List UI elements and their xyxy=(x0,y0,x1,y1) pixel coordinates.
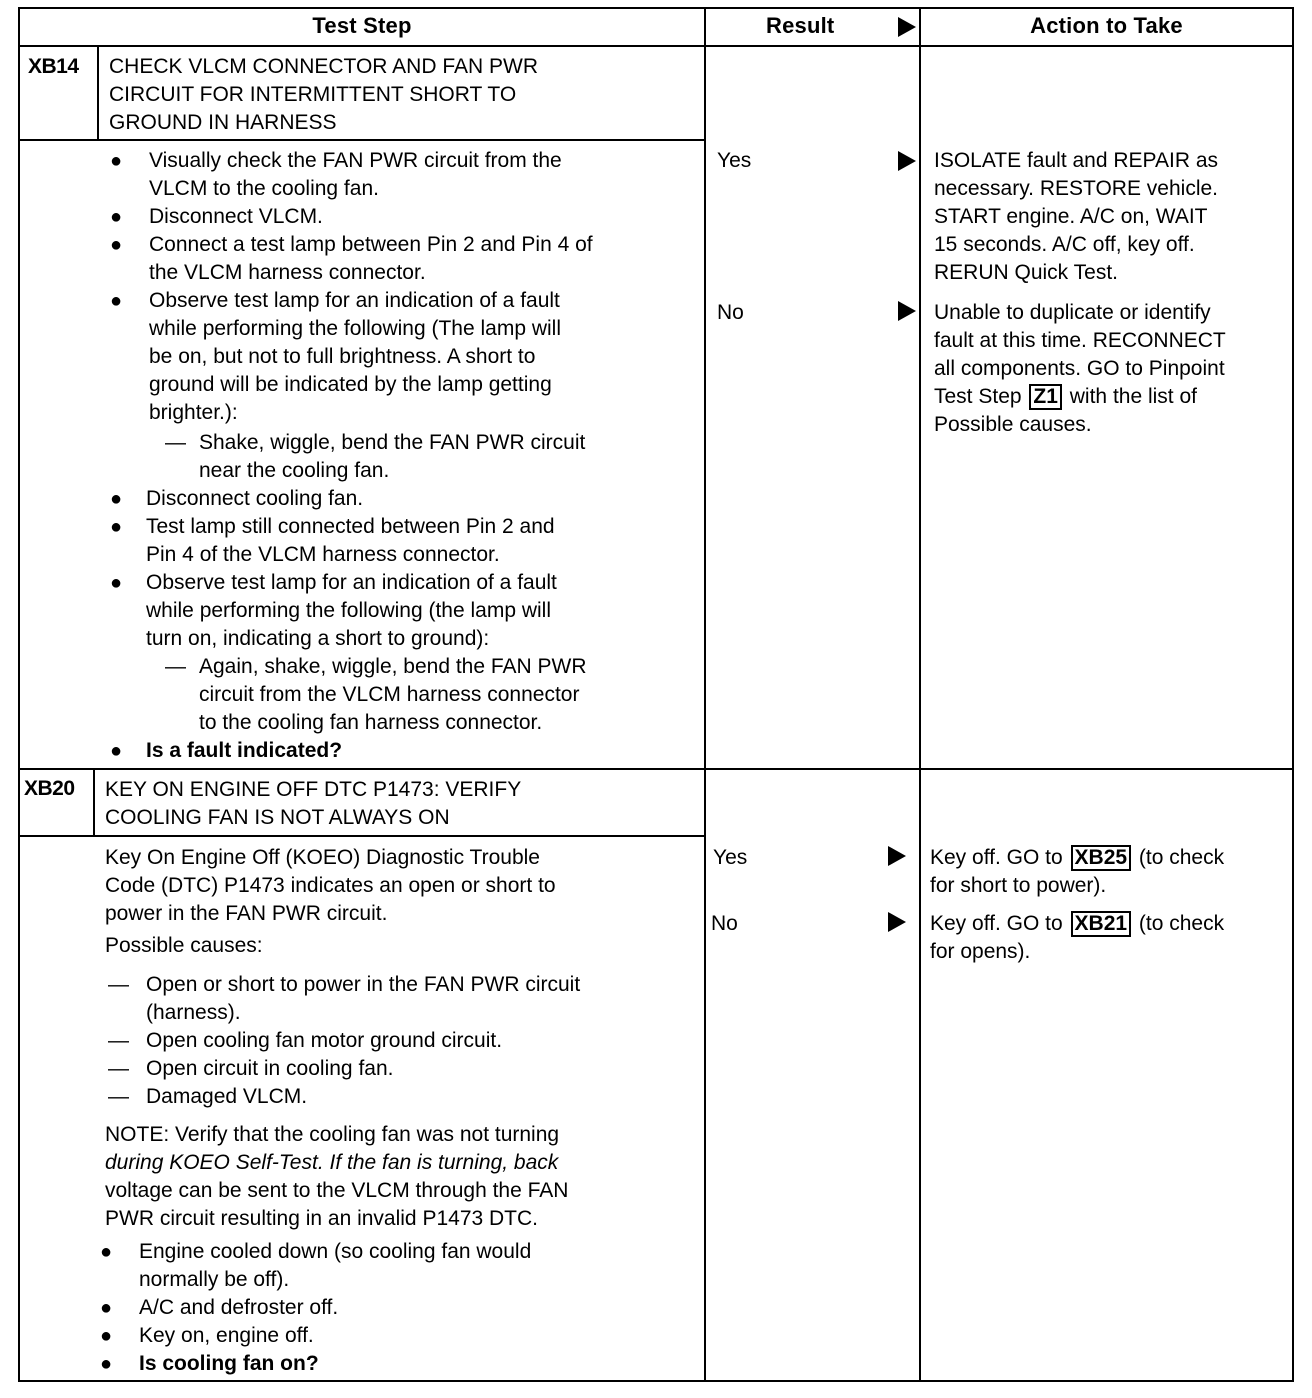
xb14-body-line: Shake, wiggle, bend the FAN PWR circuit xyxy=(199,431,586,454)
xb20-body-line: Possible causes: xyxy=(105,934,263,957)
xb20-action-yes-line xyxy=(930,844,1224,872)
bullet-icon: ● xyxy=(110,206,123,228)
xb20-action-no-text: Key off. GO to xyxy=(930,912,1063,935)
xb14-body-line: circuit from the VLCM harness connector xyxy=(199,683,580,706)
xb20-body-line: power in the FAN PWR circuit. xyxy=(105,902,388,925)
xb14-action-no-line: Possible causes. xyxy=(934,413,1092,436)
bullet-icon: ● xyxy=(110,290,123,312)
xb20-note-line: NOTE: Verify that the cooling fan was not turning xyxy=(105,1123,560,1146)
xb14-body-line: Observe test lamp for an indication of a fault xyxy=(149,289,560,312)
xb14-action-no-text: Test Step xyxy=(934,385,1022,408)
dash-icon: — xyxy=(108,1029,129,1052)
xb14-action-no-text: with the list of xyxy=(1069,385,1197,408)
xb14-body-line: near the cooling fan. xyxy=(199,459,390,482)
step-ref-z1[interactable]: Z1 xyxy=(1029,384,1062,410)
arrow-icon xyxy=(888,912,906,932)
col-divider-action xyxy=(919,9,921,1380)
xb20-body-line: A/C and defroster off. xyxy=(139,1296,339,1319)
arrow-icon xyxy=(898,151,916,171)
header-test-step: Test Step xyxy=(312,13,412,38)
step-ref-xb25[interactable]: XB25 xyxy=(1071,845,1132,871)
bullet-icon: ● xyxy=(100,1353,113,1375)
dash-icon: — xyxy=(165,431,186,454)
xb14-action-yes-line: START engine. A/C on, WAIT xyxy=(934,205,1208,228)
xb14-body-line: Observe test lamp for an indication of a fault xyxy=(146,571,557,594)
xb20-action-no-line: for opens). xyxy=(930,940,1031,963)
header-arrow-icon xyxy=(898,17,916,37)
xb20-step-id: XB20 xyxy=(24,777,75,800)
xb14-result-no: No xyxy=(717,301,744,324)
xb14-body-line: Disconnect cooling fan. xyxy=(146,487,364,510)
xb20-action-yes-line: for short to power). xyxy=(930,874,1107,897)
bullet-icon: ● xyxy=(110,488,123,510)
xb20-result-no: No xyxy=(711,912,738,935)
xb14-body-line: VLCM to the cooling fan. xyxy=(149,177,379,200)
xb20-body-line: Engine cooled down (so cooling fan would xyxy=(139,1240,532,1263)
dash-icon: — xyxy=(108,1057,129,1080)
xb14-body-line: while performing the following (the lamp will xyxy=(146,599,552,622)
bullet-icon: ● xyxy=(110,572,123,594)
xb14-body-line: brighter.): xyxy=(149,401,238,424)
xb14-action-yes-line: RERUN Quick Test. xyxy=(934,261,1118,284)
xb14-action-yes-line: ISOLATE fault and REPAIR as xyxy=(934,149,1219,172)
xb14-title-line-1: CHECK VLCM CONNECTOR AND FAN PWR xyxy=(109,55,538,78)
xb14-step-id: XB14 xyxy=(28,55,79,78)
xb20-body-line: Key on, engine off. xyxy=(139,1324,314,1347)
xb20-body-line: (harness). xyxy=(146,1001,241,1024)
xb14-question: Is a fault indicated? xyxy=(146,739,343,762)
xb14-action-yes-line: 15 seconds. A/C off, key off. xyxy=(934,233,1195,256)
bullet-icon: ● xyxy=(100,1241,113,1263)
xb14-action-no-line: fault at this time. RECONNECT xyxy=(934,329,1226,352)
header-rule xyxy=(20,45,1292,47)
header-result: Result xyxy=(766,13,835,38)
bullet-icon: ● xyxy=(110,740,123,762)
xb20-action-yes-text: (to check xyxy=(1138,846,1225,869)
xb20-action-yes-text: Key off. GO to xyxy=(930,846,1063,869)
xb14-body-line: while performing the following (The lamp will xyxy=(149,317,562,340)
xb14-action-no-line xyxy=(934,383,1197,411)
arrow-icon xyxy=(898,301,916,321)
diagnostic-table xyxy=(18,7,1294,1382)
bullet-icon: ● xyxy=(110,516,123,538)
xb20-action-no-text: (to check xyxy=(1138,912,1225,935)
xb14-body-line: the VLCM harness connector. xyxy=(149,261,426,284)
xb20-body-line: Key On Engine Off (KOEO) Diagnostic Trouble xyxy=(105,846,540,869)
xb14-body-line: be on, but not to full brightness. A short to xyxy=(149,345,536,368)
xb14-action-no-line: Unable to duplicate or identify xyxy=(934,301,1211,324)
xb20-body-line: Code (DTC) P1473 indicates an open or short to xyxy=(105,874,556,897)
dash-icon: — xyxy=(108,1085,129,1108)
xb20-title-line-2: COOLING FAN IS NOT ALWAYS ON xyxy=(105,806,450,829)
dash-icon: — xyxy=(165,655,186,678)
xb14-body-line: ground will be indicated by the lamp getting xyxy=(149,373,552,396)
xb14-id-divider xyxy=(97,45,99,141)
xb20-body-line: Open circuit in cooling fan. xyxy=(146,1057,394,1080)
xb20-title-rule xyxy=(20,835,704,837)
bullet-icon: ● xyxy=(110,150,123,172)
xb14-title-line-2: CIRCUIT FOR INTERMITTENT SHORT TO xyxy=(109,83,517,106)
xb20-action-no-line xyxy=(930,910,1224,938)
xb20-body-line: Open or short to power in the FAN PWR circuit xyxy=(146,973,581,996)
dash-icon: — xyxy=(108,973,129,996)
col-divider-result xyxy=(704,9,706,1380)
xb14-action-no-line: all components. GO to Pinpoint xyxy=(934,357,1225,380)
xb14-body-line: Disconnect VLCM. xyxy=(149,205,323,228)
xb14-body-line: turn on, indicating a short to ground): xyxy=(146,627,490,650)
xb14-action-yes-line: necessary. RESTORE vehicle. xyxy=(934,177,1218,200)
xb14-body-line: Connect a test lamp between Pin 2 and Pin 4 of xyxy=(149,233,593,256)
xb14-body-line: to the cooling fan harness connector. xyxy=(199,711,543,734)
step-ref-xb21[interactable]: XB21 xyxy=(1071,911,1132,937)
xb20-note-line: during KOEO Self-Test. If the fan is turning, back xyxy=(105,1151,559,1174)
bullet-icon: ● xyxy=(100,1297,113,1319)
xb14-body-line: Visually check the FAN PWR circuit from the xyxy=(149,149,562,172)
header-action: Action to Take xyxy=(1030,13,1183,38)
xb14-body-line: Again, shake, wiggle, bend the FAN PWR xyxy=(199,655,587,678)
xb20-body-line: Open cooling fan motor ground circuit. xyxy=(146,1029,503,1052)
xb20-title-line-1: KEY ON ENGINE OFF DTC P1473: VERIFY xyxy=(105,778,522,801)
xb20-body-line: Damaged VLCM. xyxy=(146,1085,308,1108)
xb20-body-line: normally be off). xyxy=(139,1268,290,1291)
xb20-question: Is cooling fan on? xyxy=(139,1352,319,1375)
xb20-note-line: voltage can be sent to the VLCM through the FAN xyxy=(105,1179,569,1202)
section-rule xyxy=(20,768,1292,770)
xb14-body-line: Pin 4 of the VLCM harness connector. xyxy=(146,543,500,566)
xb20-result-yes: Yes xyxy=(713,846,748,869)
arrow-icon xyxy=(888,846,906,866)
xb14-title-rule xyxy=(20,139,704,141)
xb20-note-line: PWR circuit resulting in an invalid P1473 DTC. xyxy=(105,1207,539,1230)
xb20-id-divider xyxy=(93,768,95,837)
xb14-title-line-3: GROUND IN HARNESS xyxy=(109,111,337,134)
xb14-result-yes: Yes xyxy=(717,149,752,172)
xb14-body-line: Test lamp still connected between Pin 2 and xyxy=(146,515,555,538)
bullet-icon: ● xyxy=(110,234,123,256)
bullet-icon: ● xyxy=(100,1325,113,1347)
